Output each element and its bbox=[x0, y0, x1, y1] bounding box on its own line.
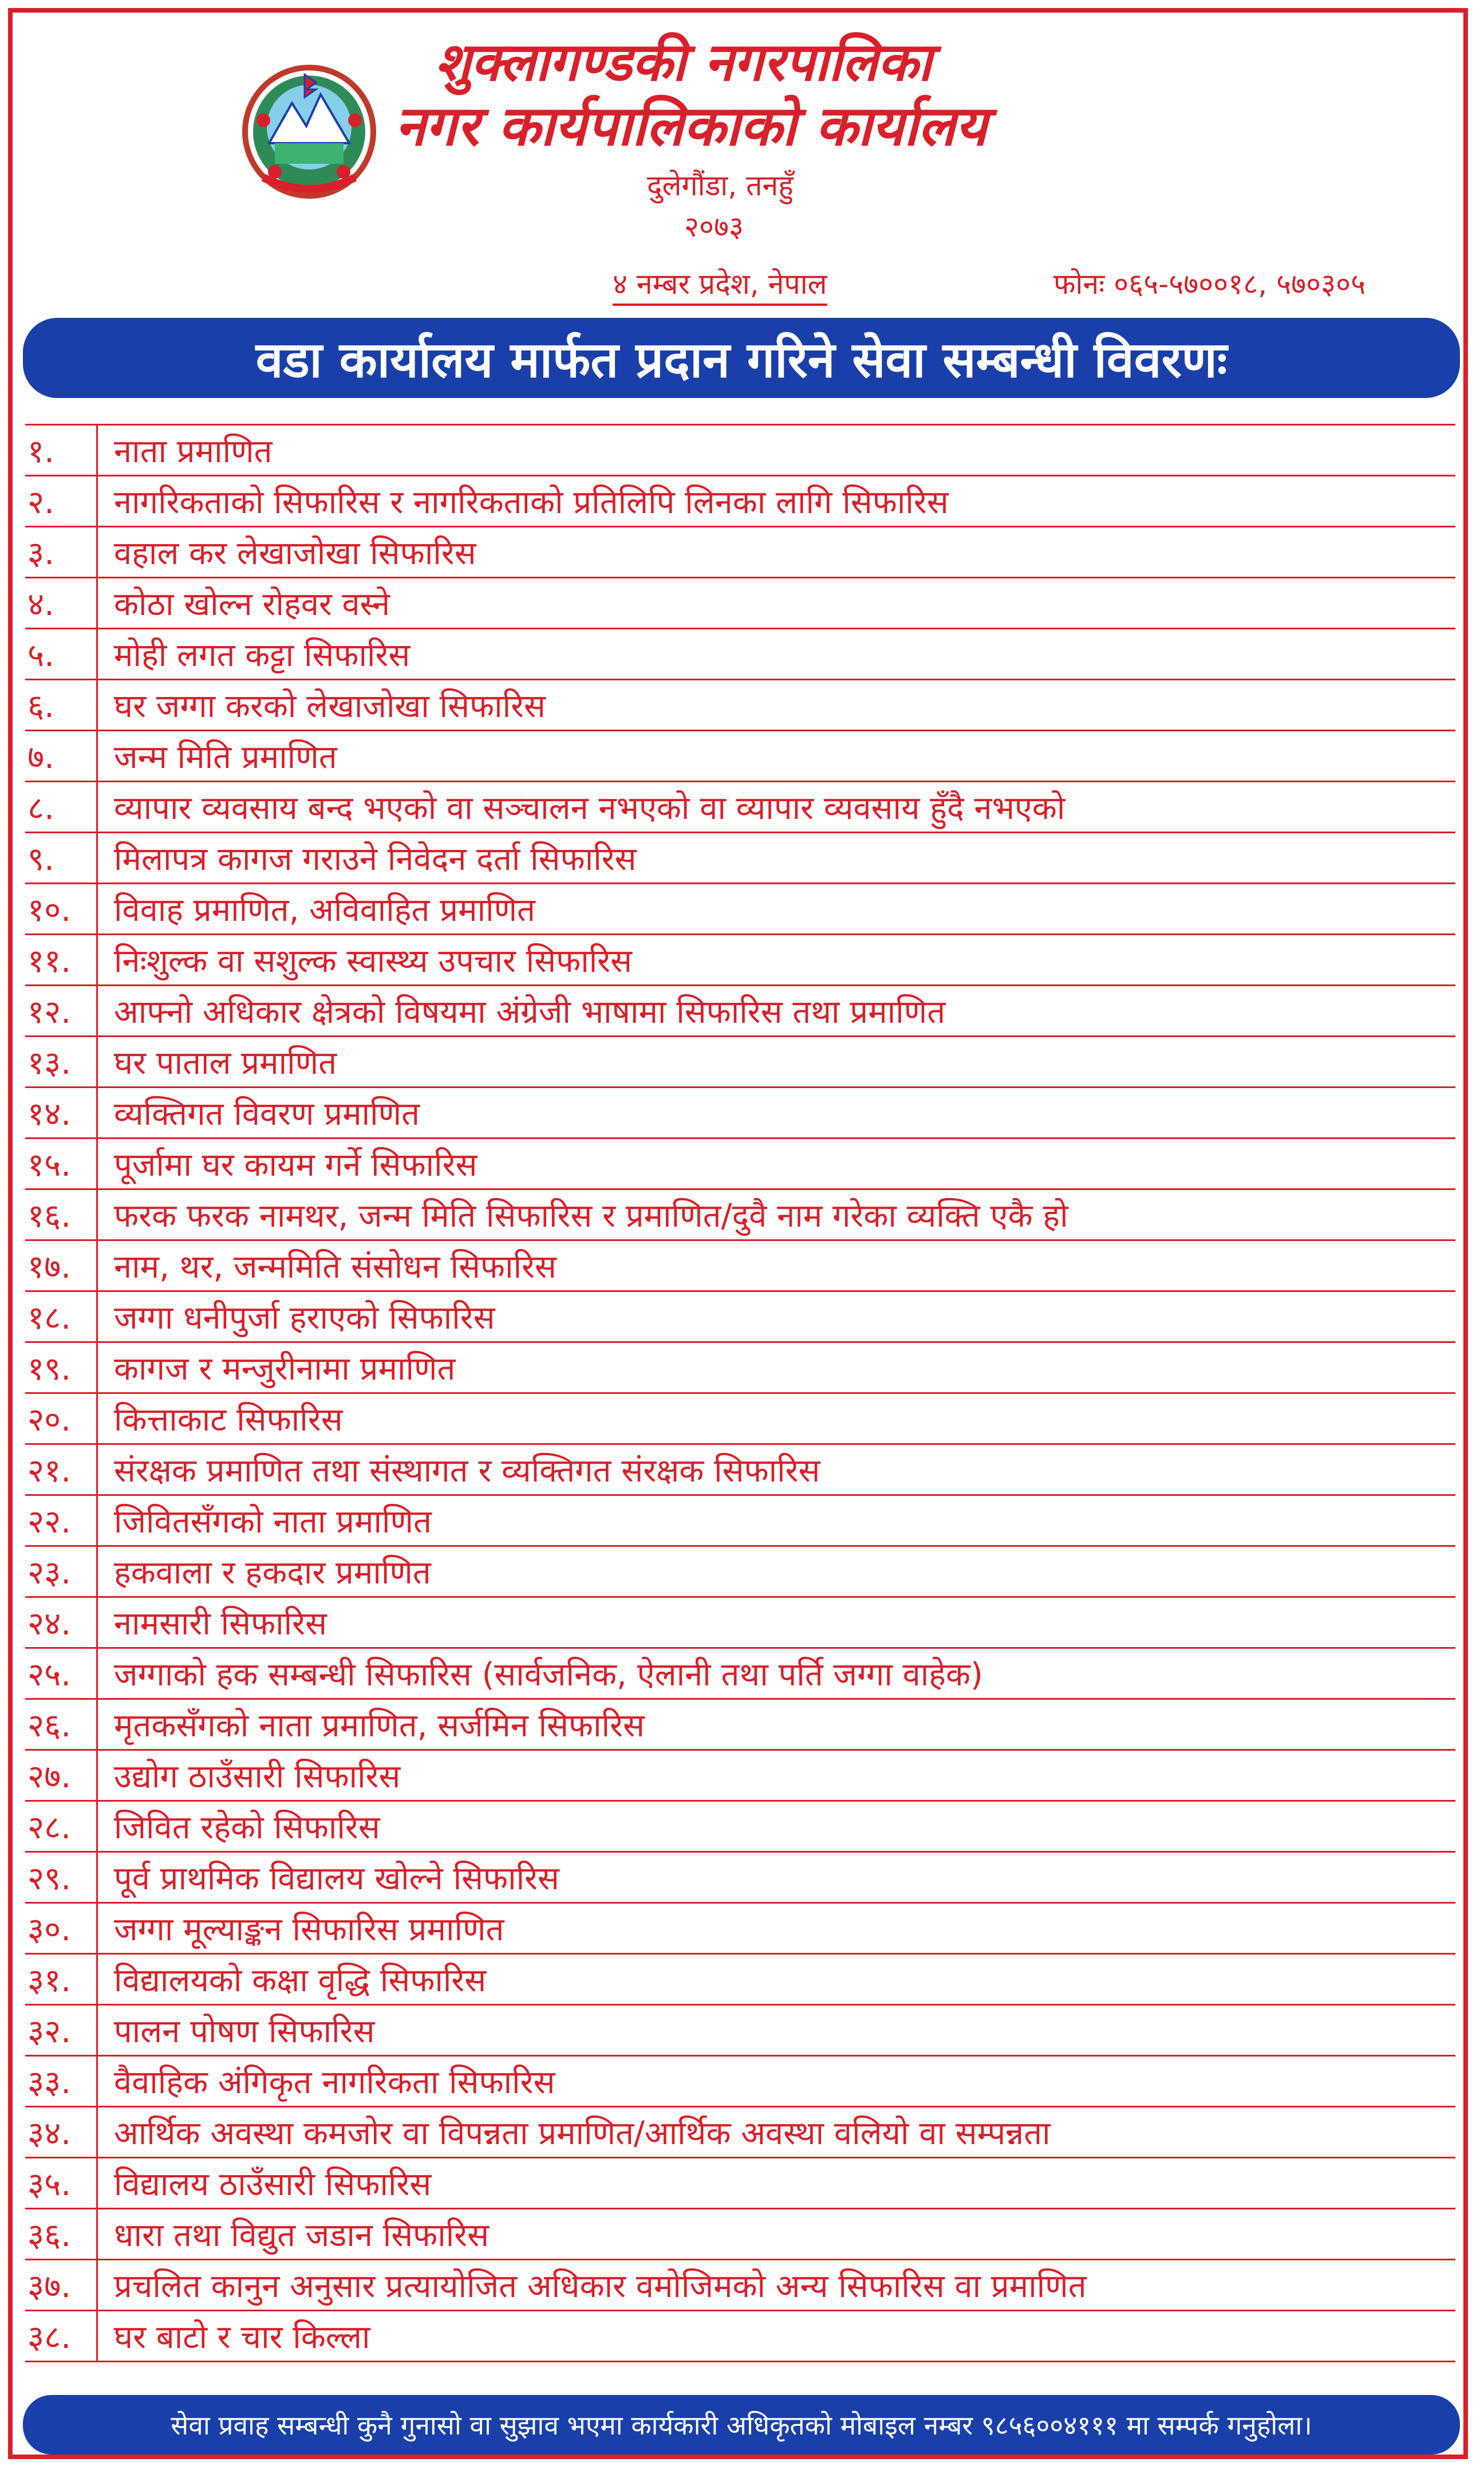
service-row bbox=[25, 1393, 1455, 1444]
service-description: प्रचलित कानुन अनुसार प्रत्यायोजित अधिकार वमोजिमको अन्य सिफारिस वा प्रमाणित bbox=[97, 2260, 1456, 2311]
municipality-name: शुक्लागण्डकी नगरपालिका bbox=[435, 31, 932, 93]
service-description: नाता प्रमाणित bbox=[97, 425, 1456, 476]
service-description: मोही लगत कट्टा सिफारिस bbox=[97, 629, 1456, 680]
service-number: ११. bbox=[25, 935, 97, 986]
service-description: व्यक्तिगत विवरण प्रमाणित bbox=[97, 1088, 1456, 1138]
service-number: २३. bbox=[25, 1546, 97, 1597]
footer-note: सेवा प्रवाह सम्बन्धी कुनै गुनासो वा सुझाव भएमा कार्यकारी अधिकृतको मोबाइल नम्बर ९८५६००४१११ मा सम्पर्क गनुहोला। bbox=[171, 2410, 1312, 2441]
phone-numbers: फोनः ०६५-५७००१८, ५७०३०५ bbox=[1053, 267, 1366, 301]
service-description: जन्म मिति प्रमाणित bbox=[97, 731, 1456, 782]
service-description: कित्ताकाट सिफारिस bbox=[97, 1393, 1456, 1444]
service-number: ३. bbox=[25, 527, 97, 578]
service-number: ४. bbox=[25, 578, 97, 629]
service-description: पूर्व प्राथमिक विद्यालय खोल्ने सिफारिस bbox=[97, 1852, 1456, 1903]
service-description: कागज र मन्जुरीनामा प्रमाणित bbox=[97, 1342, 1456, 1393]
service-number: २१. bbox=[25, 1444, 97, 1495]
service-row bbox=[25, 1444, 1455, 1495]
service-row bbox=[25, 1954, 1455, 2005]
service-description: नामसारी सिफारिस bbox=[97, 1597, 1456, 1648]
service-description: विद्यालय ठाउँसारी सिफारिस bbox=[97, 2158, 1456, 2209]
service-description: जग्गा धनीपुर्जा हराएको सिफारिस bbox=[97, 1291, 1456, 1342]
office-location: दुलेगौंडा, तनहुँ bbox=[647, 169, 794, 202]
service-description: आफ्नो अधिकार क्षेत्रको विषयमा अंग्रेजी भाषामा सिफारिस तथा प्रमाणित bbox=[97, 986, 1456, 1037]
service-row bbox=[25, 629, 1455, 680]
service-row bbox=[25, 2209, 1455, 2260]
service-description: नाम, थर, जन्ममिति संसोधन सिफारिस bbox=[97, 1240, 1456, 1291]
service-row bbox=[25, 476, 1455, 527]
service-number: ८. bbox=[25, 782, 97, 833]
service-description: धारा तथा विद्युत जडान सिफारिस bbox=[97, 2209, 1456, 2260]
service-number: १५. bbox=[25, 1138, 97, 1189]
service-number: २६. bbox=[25, 1699, 97, 1750]
service-description: आर्थिक अवस्था कमजोर वा विपन्नता प्रमाणित/आर्थिक अवस्था वलियो वा सम्पन्नता bbox=[97, 2107, 1456, 2158]
service-row bbox=[25, 884, 1455, 935]
service-number: ३७. bbox=[25, 2260, 97, 2311]
service-description: जग्गाको हक सम्बन्धी सिफारिस (सार्वजनिक, ऐलानी तथा पर्ति जग्गा वाहेक) bbox=[97, 1648, 1456, 1699]
service-description: उद्योग ठाउँसारी सिफारिस bbox=[97, 1750, 1456, 1801]
service-description: संरक्षक प्रमाणित तथा संस्थागत र व्यक्तिगत संरक्षक सिफारिस bbox=[97, 1444, 1456, 1495]
service-description: घर पाताल प्रमाणित bbox=[97, 1037, 1456, 1088]
service-row bbox=[25, 527, 1455, 578]
service-row bbox=[25, 1852, 1455, 1903]
section-title: वडा कार्यालय मार्फत प्रदान गरिने सेवा सम्बन्धी विवरणः bbox=[255, 331, 1228, 389]
service-number: २९. bbox=[25, 1852, 97, 1903]
service-row bbox=[25, 2260, 1455, 2311]
service-row bbox=[25, 1240, 1455, 1291]
service-number: २. bbox=[25, 476, 97, 527]
section-banner bbox=[23, 318, 1460, 398]
service-number: ३२. bbox=[25, 2005, 97, 2056]
service-number: २४. bbox=[25, 1597, 97, 1648]
service-description: घर जग्गा करको लेखाजोखा सिफारिस bbox=[97, 680, 1456, 731]
service-number: २०. bbox=[25, 1393, 97, 1444]
service-number: २२. bbox=[25, 1495, 97, 1546]
service-row bbox=[25, 1699, 1455, 1750]
service-number: २५. bbox=[25, 1648, 97, 1699]
service-description: निःशुल्क वा सशुल्क स्वास्थ्य उपचार सिफारिस bbox=[97, 935, 1456, 986]
service-description: फरक फरक नामथर, जन्म मिति सिफारिस र प्रमाणित/दुवै नाम गरेका व्यक्ति एकै हो bbox=[97, 1189, 1456, 1240]
service-number: १९. bbox=[25, 1342, 97, 1393]
service-description: हकवाला र हकदार प्रमाणित bbox=[97, 1546, 1456, 1597]
service-row bbox=[25, 986, 1455, 1037]
service-number: ६. bbox=[25, 680, 97, 731]
service-row bbox=[25, 1037, 1455, 1088]
service-number: १७. bbox=[25, 1240, 97, 1291]
service-number: १३. bbox=[25, 1037, 97, 1088]
service-description: पालन पोषण सिफारिस bbox=[97, 2005, 1456, 2056]
service-number: १८. bbox=[25, 1291, 97, 1342]
service-number: ३०. bbox=[25, 1903, 97, 1954]
service-description: जिवित रहेको सिफारिस bbox=[97, 1801, 1456, 1852]
service-number: ३८. bbox=[25, 2311, 97, 2362]
service-description: वहाल कर लेखाजोखा सिफारिस bbox=[97, 527, 1456, 578]
service-number: २८. bbox=[25, 1801, 97, 1852]
service-row bbox=[25, 1189, 1455, 1240]
service-number: ७. bbox=[25, 731, 97, 782]
service-number: ९. bbox=[25, 833, 97, 884]
service-description: नागरिकताको सिफारिस र नागरिकताको प्रतिलिपि लिनका लागि सिफारिस bbox=[97, 476, 1456, 527]
service-number: १६. bbox=[25, 1189, 97, 1240]
office-name: नगर कार्यपालिकाको कार्यालय bbox=[395, 94, 988, 158]
service-row bbox=[25, 1088, 1455, 1138]
service-row bbox=[25, 1903, 1455, 1954]
service-row bbox=[25, 1495, 1455, 1546]
contact-footer bbox=[23, 2395, 1460, 2455]
service-description: घर बाटो र चार किल्ला bbox=[97, 2311, 1456, 2362]
service-row bbox=[25, 782, 1455, 833]
service-description: जिवितसँगको नाता प्रमाणित bbox=[97, 1495, 1456, 1546]
service-row bbox=[25, 935, 1455, 986]
service-row bbox=[25, 2158, 1455, 2209]
service-description: मृतकसँगको नाता प्रमाणित, सर्जमिन सिफारिस bbox=[97, 1699, 1456, 1750]
service-row bbox=[25, 1801, 1455, 1852]
service-number: ३६. bbox=[25, 2209, 97, 2260]
service-row bbox=[25, 2056, 1455, 2107]
service-number: १२. bbox=[25, 986, 97, 1037]
service-number: ३३. bbox=[25, 2056, 97, 2107]
service-row bbox=[25, 680, 1455, 731]
service-row bbox=[25, 425, 1455, 476]
service-row bbox=[25, 1342, 1455, 1393]
service-description: वैवाहिक अंगिकृत नागरिकता सिफारिस bbox=[97, 2056, 1456, 2107]
service-description: विद्यालयको कक्षा वृद्धि सिफारिस bbox=[97, 1954, 1456, 2005]
service-description: व्यापार व्यवसाय बन्द भएको वा सञ्चालन नभएको वा व्यापार व्यवसाय हुँदै नभएको bbox=[97, 782, 1456, 833]
service-row bbox=[25, 1648, 1455, 1699]
service-number: ३१. bbox=[25, 1954, 97, 2005]
established-year: २०७३ bbox=[684, 210, 744, 243]
service-description: मिलापत्र कागज गराउने निवेदन दर्ता सिफारिस bbox=[97, 833, 1456, 884]
service-row bbox=[25, 1138, 1455, 1189]
services-table bbox=[25, 424, 1455, 2362]
service-row bbox=[25, 1546, 1455, 1597]
service-number: ५. bbox=[25, 629, 97, 680]
service-row bbox=[25, 2311, 1455, 2362]
service-description: कोठा खोल्न रोहवर वस्ने bbox=[97, 578, 1456, 629]
service-row bbox=[25, 578, 1455, 629]
service-row bbox=[25, 2005, 1455, 2056]
service-row bbox=[25, 731, 1455, 782]
service-description: विवाह प्रमाणित, अविवाहित प्रमाणित bbox=[97, 884, 1456, 935]
nepal-government-emblem-icon bbox=[240, 63, 378, 200]
service-number: १. bbox=[25, 425, 97, 476]
service-number: १४. bbox=[25, 1088, 97, 1138]
service-description: पूर्जामा घर कायम गर्ने सिफारिस bbox=[97, 1138, 1456, 1189]
service-number: ३५. bbox=[25, 2158, 97, 2209]
service-row bbox=[25, 2107, 1455, 2158]
province-label: ४ नम्बर प्रदेश, नेपाल bbox=[613, 263, 827, 306]
service-number: ३४. bbox=[25, 2107, 97, 2158]
service-row bbox=[25, 833, 1455, 884]
service-description: जग्गा मूल्याङ्कन सिफारिस प्रमाणित bbox=[97, 1903, 1456, 1954]
service-row bbox=[25, 1750, 1455, 1801]
service-number: १०. bbox=[25, 884, 97, 935]
service-row bbox=[25, 1291, 1455, 1342]
service-row bbox=[25, 1597, 1455, 1648]
service-number: २७. bbox=[25, 1750, 97, 1801]
